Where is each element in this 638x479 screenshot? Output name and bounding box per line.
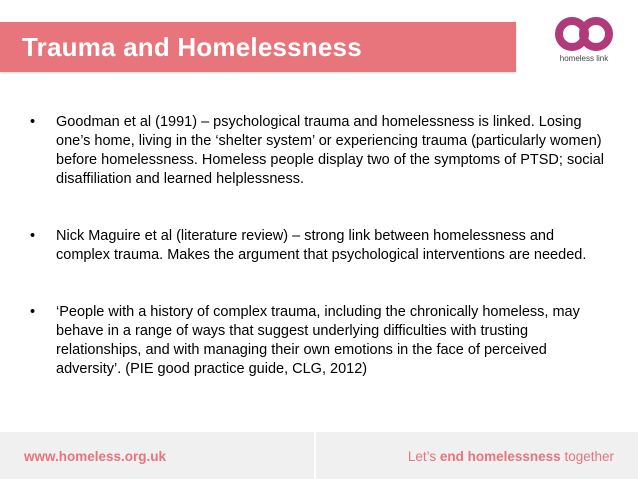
- logo-text: homeless link: [559, 54, 609, 63]
- bullet-text: ‘People with a history of complex trauma, including the chronically homeless, may behave in a range of ways that suggest underlying difficulties with trusting relationships, and with managing their own emotions in the face of perceived adversity’. (PIE good practice guide, CLG, 2012): [56, 304, 580, 377]
- footer-url-link[interactable]: www.homeless.org.uk: [24, 449, 167, 464]
- title-bar: [0, 22, 516, 72]
- list-item: [30, 303, 610, 379]
- list-item: [30, 227, 610, 265]
- footer-divider: [314, 432, 316, 479]
- tagline-bold: end homelessness: [439, 449, 561, 464]
- homeless-link-logo: [552, 14, 616, 66]
- list-item: [30, 113, 610, 189]
- bullet-marker: •: [30, 228, 36, 244]
- bullet-text: Nick Maguire et al (literature review) – strong link between homelessness and complex trauma. Makes the argument that psychological interventions are needed.: [56, 228, 587, 263]
- page-title: Trauma and Homelessness: [22, 32, 362, 62]
- tagline-pre: Let’s: [407, 449, 440, 464]
- footer-tagline: [408, 449, 614, 464]
- bullet-marker: •: [30, 114, 36, 130]
- tagline-post: together: [560, 449, 614, 464]
- bullet-text: Goodman et al (1991) – psychological trauma and homelessness is linked. Losing one’s home, living in the ‘shelter system’ or experiencing trauma (particularly women) before homelessness. Homeless people display two of the symptoms of PTSD; social disaffiliation and learned helplessness.: [56, 114, 605, 187]
- bullet-marker: •: [30, 304, 36, 320]
- bullet-list: [30, 113, 610, 379]
- footer: [0, 432, 638, 479]
- infinity-loop-logo-icon: [552, 14, 616, 54]
